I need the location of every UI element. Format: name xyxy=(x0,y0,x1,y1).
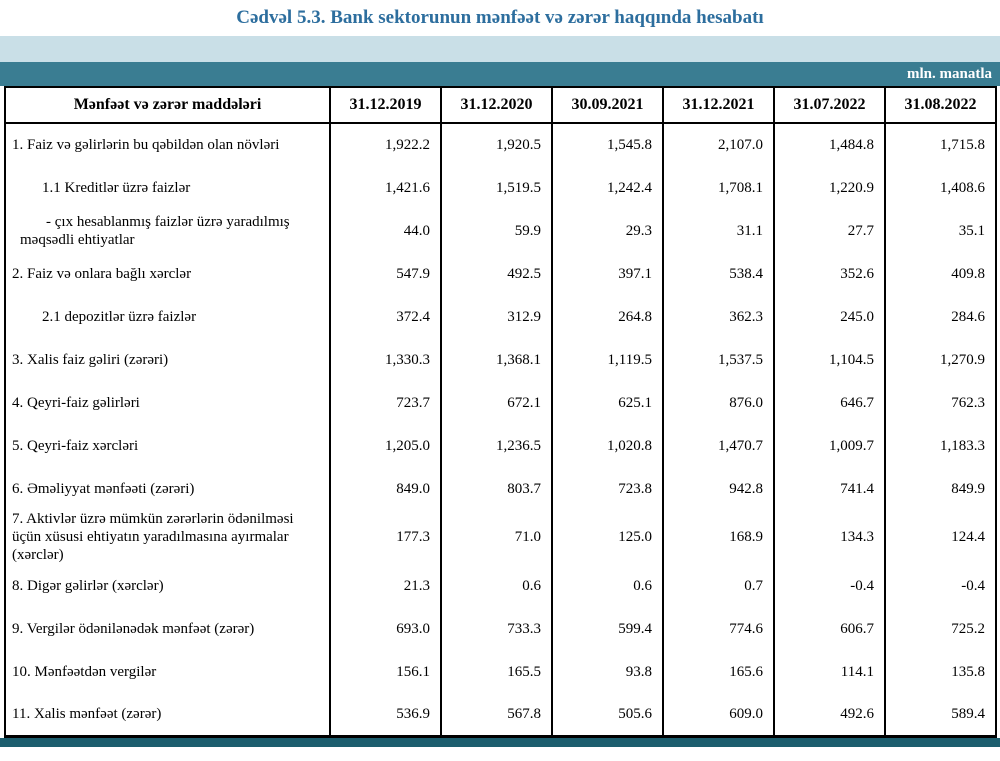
cell-value: 1,119.5 xyxy=(552,338,663,381)
row-label: 6. Əməliyyat mənfəəti (zərəri) xyxy=(5,467,330,510)
cell-value: 135.8 xyxy=(885,650,996,693)
table-row xyxy=(5,693,996,736)
cell-value: 1,519.5 xyxy=(441,166,552,209)
cell-value: 1,715.8 xyxy=(885,123,996,166)
cell-value: 1,183.3 xyxy=(885,424,996,467)
cell-value: 1,205.0 xyxy=(330,424,441,467)
table-title: Cədvəl 5.3. Bank sektorunun mənfəət və zərər haqqında hesabatı xyxy=(236,7,764,28)
cell-value: 492.6 xyxy=(774,693,885,736)
cell-value: 31.1 xyxy=(663,209,774,252)
unit-label: mln. manatla xyxy=(906,65,992,82)
cell-value: 409.8 xyxy=(885,252,996,295)
table-row xyxy=(5,467,996,510)
cell-value: 168.9 xyxy=(663,510,774,564)
cell-value: 1,368.1 xyxy=(441,338,552,381)
cell-value: 1,545.8 xyxy=(552,123,663,166)
cell-value: 1,922.2 xyxy=(330,123,441,166)
column-header-date-6: 31.08.2022 xyxy=(885,87,996,123)
cell-value: 312.9 xyxy=(441,295,552,338)
unit-band xyxy=(0,62,1000,86)
table-row xyxy=(5,650,996,693)
cell-value: 1,537.5 xyxy=(663,338,774,381)
cell-value: 589.4 xyxy=(885,693,996,736)
table-row xyxy=(5,510,996,564)
cell-value: 723.8 xyxy=(552,467,663,510)
cell-value: 71.0 xyxy=(441,510,552,564)
table-row xyxy=(5,607,996,650)
cell-value: 165.5 xyxy=(441,650,552,693)
cell-value: 505.6 xyxy=(552,693,663,736)
cell-value: 1,484.8 xyxy=(774,123,885,166)
cell-value: 1,020.8 xyxy=(552,424,663,467)
cell-value: 0.6 xyxy=(552,564,663,607)
row-label: 4. Qeyri-faiz gəlirləri xyxy=(5,381,330,424)
cell-value: 134.3 xyxy=(774,510,885,564)
cell-value: 264.8 xyxy=(552,295,663,338)
cell-value: 849.0 xyxy=(330,467,441,510)
cell-value: 942.8 xyxy=(663,467,774,510)
cell-value: 1,242.4 xyxy=(552,166,663,209)
cell-value: 44.0 xyxy=(330,209,441,252)
cell-value: 693.0 xyxy=(330,607,441,650)
cell-value: 741.4 xyxy=(774,467,885,510)
cell-value: 21.3 xyxy=(330,564,441,607)
table-row xyxy=(5,166,996,209)
cell-value: 0.6 xyxy=(441,564,552,607)
cell-value: 1,220.9 xyxy=(774,166,885,209)
cell-value: 725.2 xyxy=(885,607,996,650)
column-header-items: Mənfəət və zərər maddələri xyxy=(5,87,330,123)
cell-value: 245.0 xyxy=(774,295,885,338)
cell-value: 352.6 xyxy=(774,252,885,295)
row-label: 1.1 Kreditlər üzrə faizlər xyxy=(5,166,330,209)
cell-value: 1,104.5 xyxy=(774,338,885,381)
cell-value: 625.1 xyxy=(552,381,663,424)
column-header-date-3: 30.09.2021 xyxy=(552,87,663,123)
cell-value: 567.8 xyxy=(441,693,552,736)
cell-value: 599.4 xyxy=(552,607,663,650)
cell-value: 723.7 xyxy=(330,381,441,424)
cell-value: 1,270.9 xyxy=(885,338,996,381)
cell-value: 165.6 xyxy=(663,650,774,693)
cell-value: 733.3 xyxy=(441,607,552,650)
cell-value: 606.7 xyxy=(774,607,885,650)
table-row xyxy=(5,338,996,381)
cell-value: 1,421.6 xyxy=(330,166,441,209)
cell-value: -0.4 xyxy=(885,564,996,607)
cell-value: 29.3 xyxy=(552,209,663,252)
cell-value: 774.6 xyxy=(663,607,774,650)
table-row xyxy=(5,424,996,467)
cell-value: 762.3 xyxy=(885,381,996,424)
row-label: 8. Digər gəlirlər (xərclər) xyxy=(5,564,330,607)
cell-value: 372.4 xyxy=(330,295,441,338)
row-label: 3. Xalis faiz gəliri (zərəri) xyxy=(5,338,330,381)
cell-value: 59.9 xyxy=(441,209,552,252)
cell-value: 2,107.0 xyxy=(663,123,774,166)
cell-value: 492.5 xyxy=(441,252,552,295)
cell-value: 124.4 xyxy=(885,510,996,564)
bottom-bar xyxy=(0,738,1000,747)
cell-value: 1,009.7 xyxy=(774,424,885,467)
header-row xyxy=(5,87,996,123)
row-label: 10. Mənfəətdən vergilər xyxy=(5,650,330,693)
table-row xyxy=(5,252,996,295)
cell-value: 177.3 xyxy=(330,510,441,564)
cell-value: 93.8 xyxy=(552,650,663,693)
cell-value: 876.0 xyxy=(663,381,774,424)
cell-value: 803.7 xyxy=(441,467,552,510)
cell-value: 538.4 xyxy=(663,252,774,295)
row-label: 11. Xalis mənfəət (zərər) xyxy=(5,693,330,736)
cell-value: 536.9 xyxy=(330,693,441,736)
table-row xyxy=(5,564,996,607)
row-label: 5. Qeyri-faiz xərcləri xyxy=(5,424,330,467)
table-row xyxy=(5,295,996,338)
cell-value: 1,408.6 xyxy=(885,166,996,209)
cell-value: 1,708.1 xyxy=(663,166,774,209)
cell-value: 646.7 xyxy=(774,381,885,424)
table-row xyxy=(5,209,996,252)
cell-value: 27.7 xyxy=(774,209,885,252)
cell-value: 547.9 xyxy=(330,252,441,295)
row-label: - çıx hesablanmış faizlər üzrə yaradılmış məqsədli ehtiyatlar xyxy=(5,209,330,252)
cell-value: -0.4 xyxy=(774,564,885,607)
cell-value: 114.1 xyxy=(774,650,885,693)
table-row xyxy=(5,123,996,166)
cell-value: 1,236.5 xyxy=(441,424,552,467)
cell-value: 1,920.5 xyxy=(441,123,552,166)
cell-value: 609.0 xyxy=(663,693,774,736)
row-label: 1. Faiz və gəlirlərin bu qəbildən olan növləri xyxy=(5,123,330,166)
table-row xyxy=(5,381,996,424)
cell-value: 672.1 xyxy=(441,381,552,424)
cell-value: 1,470.7 xyxy=(663,424,774,467)
column-header-date-4: 31.12.2021 xyxy=(663,87,774,123)
cell-value: 284.6 xyxy=(885,295,996,338)
cell-value: 125.0 xyxy=(552,510,663,564)
row-label: 9. Vergilər ödənilənədək mənfəət (zərər) xyxy=(5,607,330,650)
cell-value: 362.3 xyxy=(663,295,774,338)
cell-value: 397.1 xyxy=(552,252,663,295)
column-header-date-1: 31.12.2019 xyxy=(330,87,441,123)
cell-value: 1,330.3 xyxy=(330,338,441,381)
cell-value: 849.9 xyxy=(885,467,996,510)
row-label: 2.1 depozitlər üzrə faizlər xyxy=(5,295,330,338)
column-header-date-2: 31.12.2020 xyxy=(441,87,552,123)
decorative-band-light xyxy=(0,36,1000,62)
row-label: 7. Aktivlər üzrə mümkün zərərlərin ödənilməsi üçün xüsusi ehtiyatın yaradılmasına ayırmalar (xərclər) xyxy=(5,510,330,564)
cell-value: 156.1 xyxy=(330,650,441,693)
cell-value: 35.1 xyxy=(885,209,996,252)
profit-loss-table xyxy=(4,86,997,738)
cell-value: 0.7 xyxy=(663,564,774,607)
row-label: 2. Faiz və onlara bağlı xərclər xyxy=(5,252,330,295)
column-header-date-5: 31.07.2022 xyxy=(774,87,885,123)
